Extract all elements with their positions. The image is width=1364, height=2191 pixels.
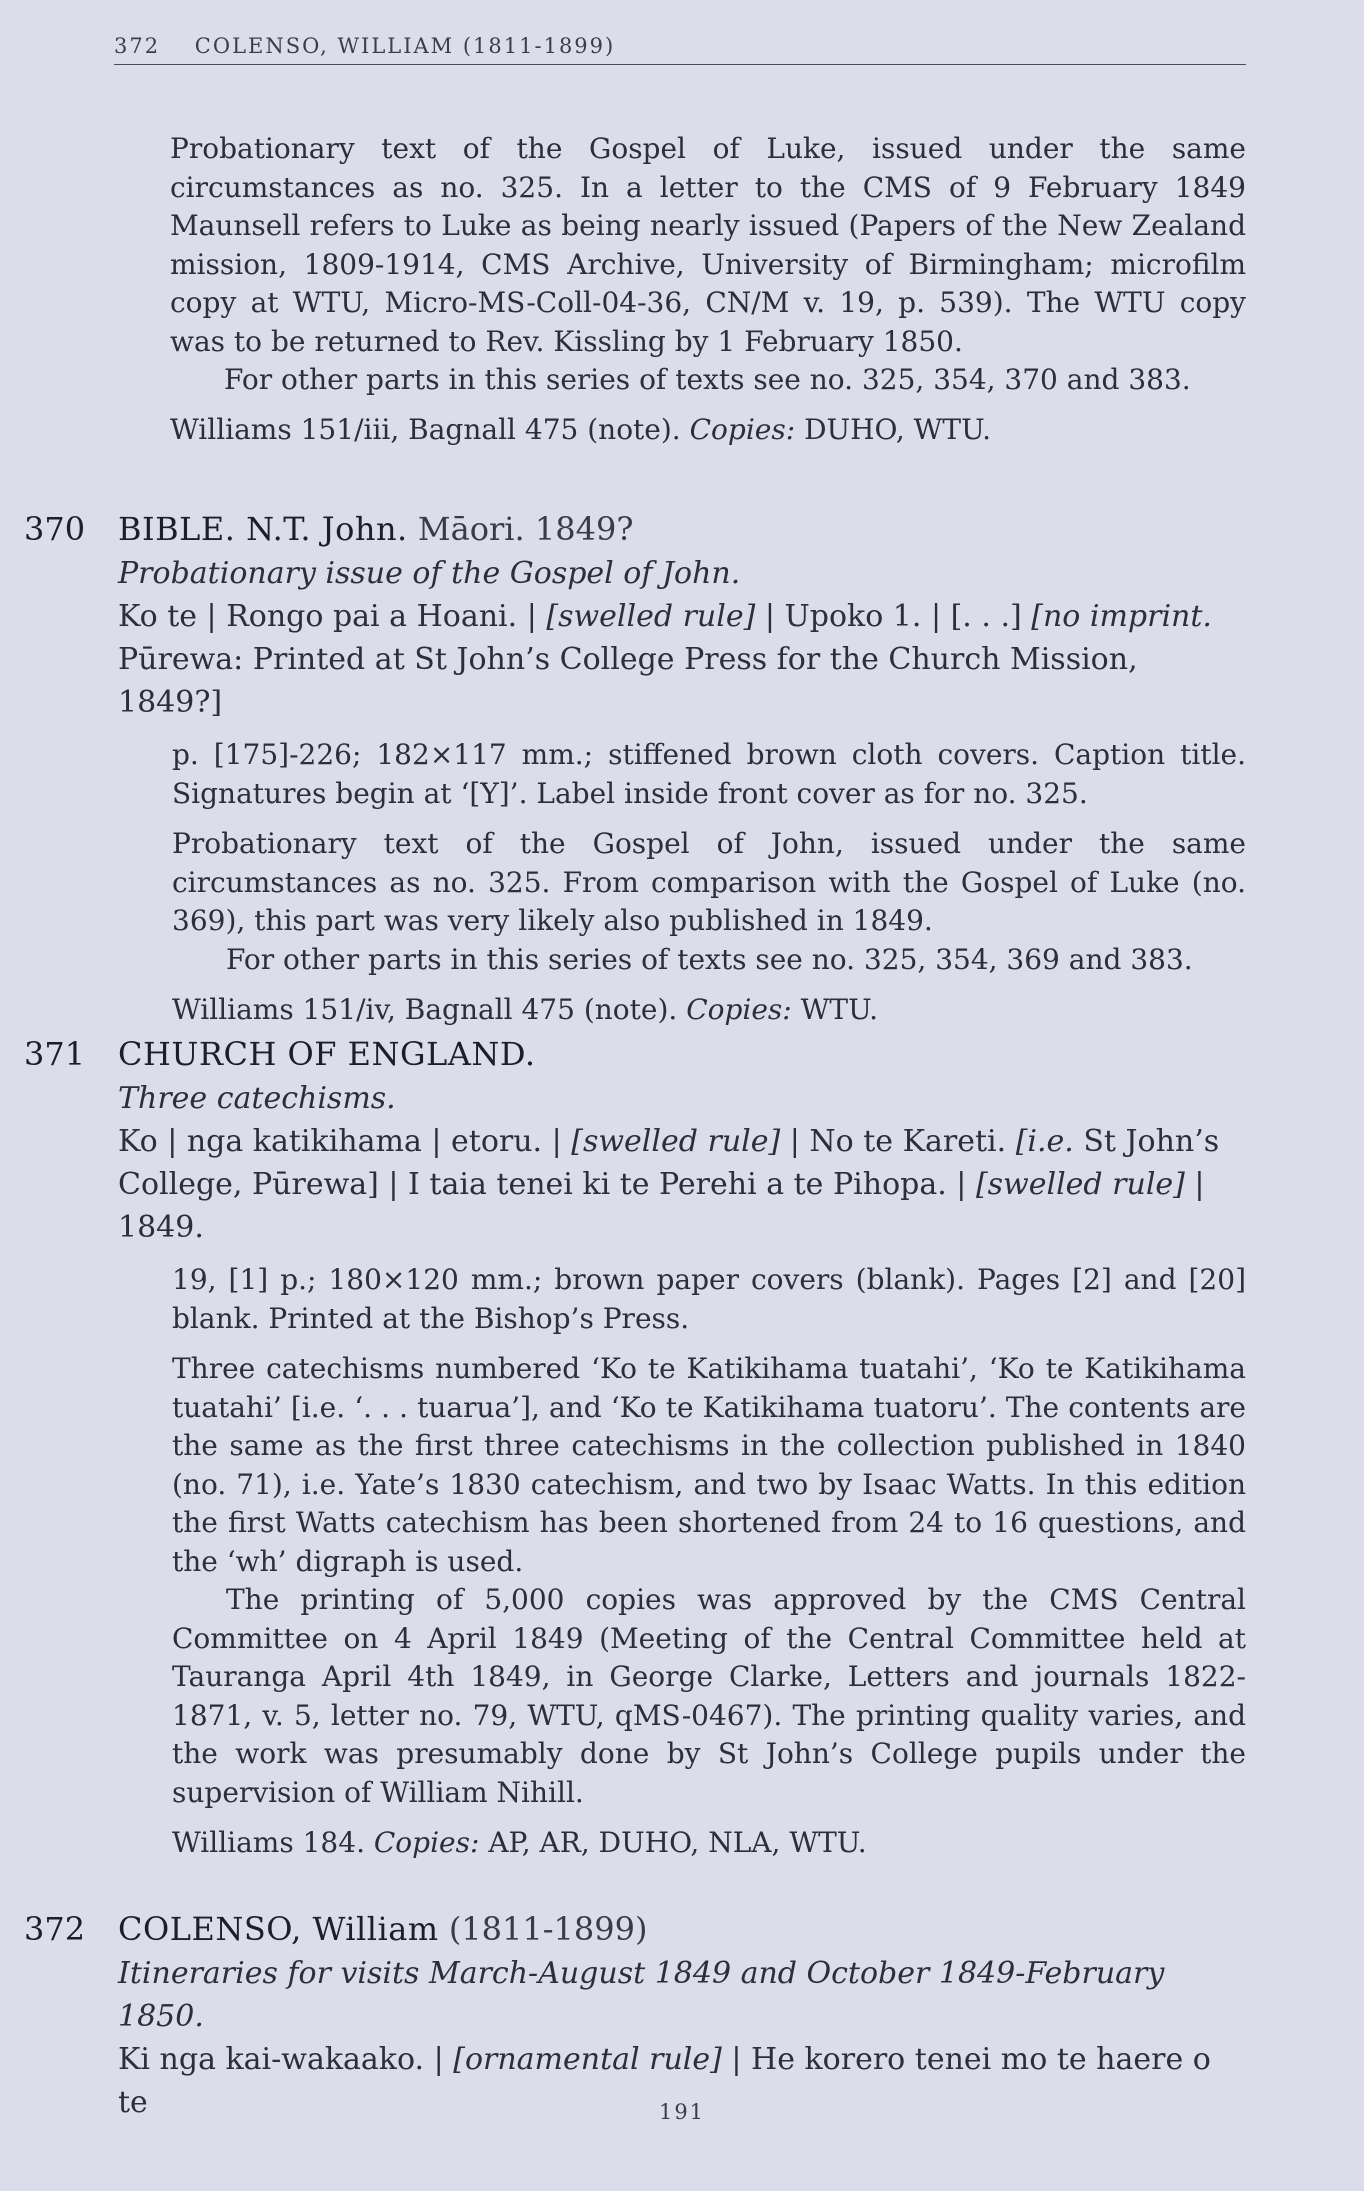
reference: Williams 184. Copies: AP, AR, DUHO, NLA, WTU.: [172, 1826, 867, 1859]
running-head-page: 372: [114, 34, 161, 58]
entry-number: 371: [24, 1035, 86, 1073]
continuation-note: Probationary text of the Gospel of Luke, issued under the same circumstances as no. 325. In a letter to the CMS of 9 February 1849 Maunsell refers to Luke as being nearly issued (Papers of the New Zealand mission, 1809-1914, CMS Archive, University of Birmingham; microfilm copy at WTU, Micro-MS-Coll-04-36, CN/M v. 19, p. 539). The WTU copy was to be returned to Rev. Kissling by 1 February 1850.: [170, 132, 1246, 358]
reference-text: Williams 151/iii, Bagnall 475 (note).: [170, 412, 681, 446]
entry-372: [24, 1906, 1246, 2124]
collation: p. [175]-226; 182×117 mm.; stiffened brown cloth covers. Caption title. Signatures begin at ‘[Y]’. Label inside front cover as for no. 325.: [172, 738, 1246, 810]
title-transcription: Ko te | Rongo pai a Hoani. | [swelled rule] | Upoko 1. | [. . .] [no imprint. Pūrewa: Printed at St John’s College Press for the Church Mission, 1849?]: [118, 599, 1212, 720]
entry-title: CHURCH OF ENGLAND.: [118, 1035, 536, 1073]
continuation-block: [170, 130, 1246, 460]
entry-number: 370: [24, 510, 86, 548]
entry-body: [118, 552, 1246, 724]
copies-list: WTU.: [800, 993, 879, 1026]
copies-label: Copies:: [373, 1826, 480, 1859]
entry-title: COLENSO, William: [118, 1910, 439, 1948]
entry-heading: [24, 1031, 1246, 1077]
printing-note: The printing of 5,000 copies was approved by the CMS Central Committee on 4 April 1849 (Meeting of the Central Committee held at Tauranga April 4th 1849, in George Clarke, Letters and journals 1822-1871, v. 5, letter no. 79, WTU, qMS-0467). The printing quality varies, and the work was presumably done by St John’s College pupils under the supervision of William Nihill.: [172, 1583, 1246, 1809]
entry-370: [24, 506, 1246, 1042]
short-title: Itineraries for visits March-August 1849 and October 1849-February 1850.: [118, 1956, 1165, 2034]
continuation-reference: [170, 411, 1246, 450]
see-also-note: For other parts in this series of texts see no. 325, 354, 369 and 383.: [226, 942, 1193, 976]
copies-label: Copies:: [686, 993, 792, 1026]
entry-title-extra: (1811-1899): [448, 1910, 648, 1948]
reference: Williams 151/iv, Bagnall 475 (note). Copies: WTU.: [172, 993, 879, 1026]
entry-detail: [172, 1261, 1246, 1863]
entry-heading: [24, 506, 1246, 552]
collation: 19, [1] p.; 180×120 mm.; brown paper covers (blank). Pages [2] and [20] blank. Printed at the Bishop’s Press.: [172, 1263, 1246, 1335]
entry-371: [24, 1031, 1246, 1875]
entry-heading: [24, 1906, 1246, 1952]
copies-list: AP, AR, DUHO, NLA, WTU.: [488, 1826, 867, 1859]
short-title: Probationary issue of the Gospel of John.: [118, 556, 741, 591]
entry-detail: [172, 736, 1246, 1030]
title-transcription: Ko | nga katikihama | etoru. | [swelled rule] | No te Kareti. [i.e. St John’s College, Pūrewa] | I taia tenei ki te Perehi a te Pihopa. | [swelled rule] | 1849.: [118, 1124, 1220, 1245]
title-transcription: Ki nga kai-wakaako. | [ornamental rule] | He korero tenei mo te haere o te: [118, 2042, 1211, 2120]
note: Three catechisms numbered ‘Ko te Katikihama tuatahi’, ‘Ko te Katikihama tuatahi’ [i.e. ‘. . . tuarua’], and ‘Ko te Katikihama tuatoru’. The contents are the same as the first three catechisms in the collection published in 1840 (no. 71), i.e. Yate’s 1830 catechism, and two by Isaac Watts. In this edition the first Watts catechism has been shortened from 24 to 16 questions, and the ‘wh’ digraph is used.: [172, 1352, 1246, 1578]
running-head-text: COLENSO, WILLIAM (1811-1899): [194, 34, 616, 58]
copies-label: Copies:: [689, 412, 796, 446]
copies-list: DUHO, WTU.: [804, 412, 992, 446]
entry-body: [118, 1952, 1246, 2124]
running-head: [114, 34, 1246, 65]
note: Probationary text of the Gospel of John, issued under the same circumstances as no. 325. From comparison with the Gospel of Luke (no. 369), this part was very likely also published in 1849.: [172, 827, 1246, 937]
entry-title-extra: Māori. 1849?: [417, 510, 634, 548]
continuation-see-also: For other parts in this series of texts see no. 325, 354, 370 and 383.: [224, 363, 1191, 396]
page-number: 191: [658, 2100, 706, 2124]
entry-number: 372: [24, 1910, 86, 1948]
entry-title: BIBLE. N.T. John.: [118, 510, 408, 548]
entry-body: [118, 1077, 1246, 1249]
short-title: Three catechisms.: [118, 1081, 396, 1116]
